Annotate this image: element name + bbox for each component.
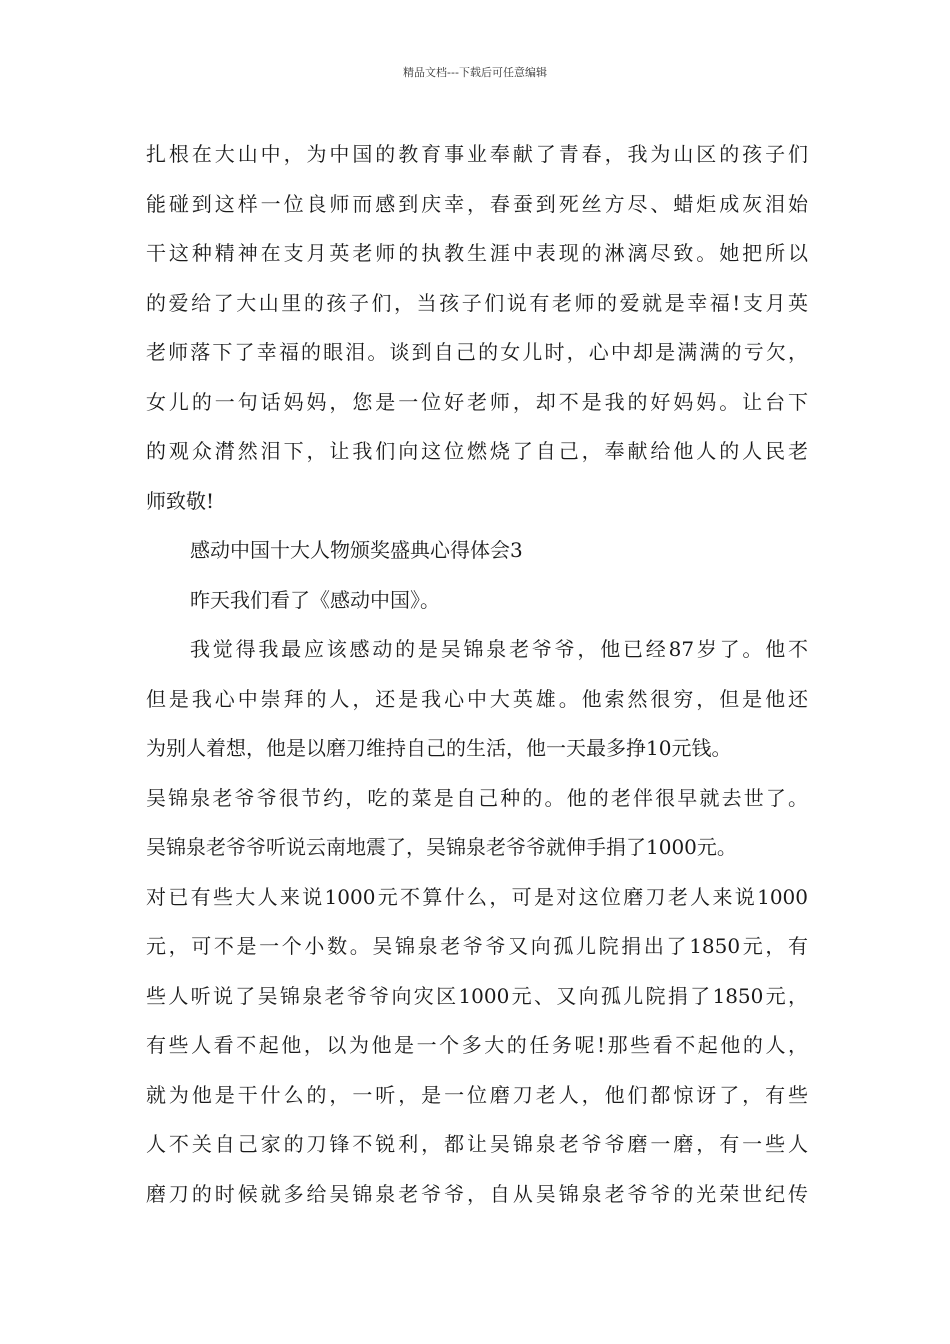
text-line: 磨刀的时候就多给吴锦泉老爷爷，自从吴锦泉老爷爷的光荣世纪传 [146,1181,808,1206]
text-line: 扎根在大山中，为中国的教育事业奉献了青春，我为山区的孩子们 [146,142,808,166]
text-line: 女儿的一句话妈妈，您是一位好老师，却不是我的好妈妈。让台下 [146,389,808,414]
text-line: 对已有些大人来说1000元不算什么，可是对这位磨刀老人来说1000 [146,884,808,909]
text-line: 元，可不是一个小数。吴锦泉老爷爷又向孤儿院捐出了1850元，有 [146,934,808,958]
text-line: 吴锦泉老爷爷听说云南地震了，吴锦泉老爷爷就伸手捐了1000元。 [146,835,737,859]
text-line: 能碰到这样一位良师而感到庆幸，春蚕到死丝方尽、蜡炬成灰泪始 [146,191,808,216]
text-line: 昨天我们看了《感动中国》。 [190,587,440,612]
text-line: 些人听说了吴锦泉老爷爷向灾区1000元、又向孤儿院捐了1850元， [146,983,808,1008]
text-line: 吴锦泉老爷爷很节约，吃的菜是自己种的。他的老伴很早就去世了。 [146,785,808,810]
page-header: 精品文档---下载后可任意编辑 [403,66,547,79]
text-line: 有些人看不起他，以为他是一个多大的任务呢!那些看不起他的人， [146,1033,808,1057]
text-line: 人不关自己家的刀锋不锐利，都让吴锦泉老爷爷磨一磨，有一些人 [146,1132,808,1156]
text-line: 就为他是干什么的，一听，是一位磨刀老人，他们都惊讶了，有些 [146,1082,808,1107]
text-line: 我觉得我最应该感动的是吴锦泉老爷爷，他已经87岁了。他不 [190,637,808,661]
body-text [146,130,808,1219]
text-line: 感动中国十大人物颁奖盛典心得体会3 [190,538,523,562]
text-line: 的爱给了大山里的孩子们，当孩子们说有老师的爱就是幸福!支月英 [146,290,808,315]
text-line: 但是我心中崇拜的人，还是我心中大英雄。他索然很穷，但是他还 [146,686,808,711]
text-line: 干这种精神在支月英老师的执教生涯中表现的淋漓尽致。她把所以 [146,241,808,265]
text-line: 为别人着想，他是以磨刀维持自己的生活，他一天最多挣10元钱。 [146,736,732,760]
text-line: 师致敬! [146,488,215,513]
text-line: 的观众潸然泪下，让我们向这位燃烧了自己，奉献给他人的人民老 [146,439,808,463]
text-line: 老师落下了幸福的眼泪。谈到自己的女儿时，心中却是满满的亏欠， [146,340,808,364]
